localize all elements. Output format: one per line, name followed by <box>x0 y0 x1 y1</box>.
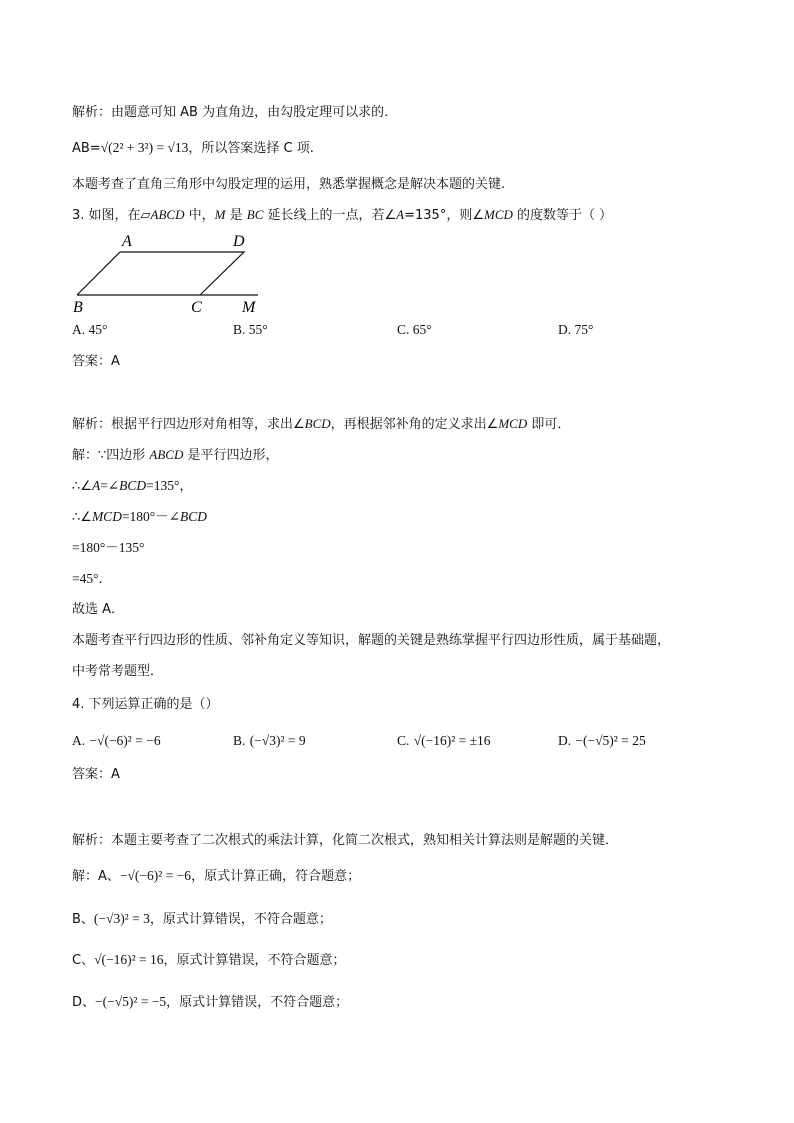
label-d: D <box>233 233 245 250</box>
label-c: C <box>191 299 202 316</box>
parallelogram-left-side <box>77 252 120 295</box>
q4-analysis: 解析：本题主要考查了二次根式的乘法计算，化简二次根式，熟知相关计算法则是解题的关键． <box>72 833 619 848</box>
q4-option-a <box>72 731 161 751</box>
q3-solution-2 <box>72 477 193 496</box>
parallelogram-symbol: ▱ <box>140 208 151 223</box>
q3-stem <box>72 206 612 225</box>
q4-option-d <box>558 731 646 751</box>
q4-sol-b-text: ，原式计算错误，不符合题意； <box>149 912 332 927</box>
q3-analysis-bcd: BCD <box>304 416 331 431</box>
q3-option-b: B. 55° <box>233 322 268 337</box>
q3-sol1-a: 解：∵四边形 <box>72 448 150 463</box>
q4-solution-c <box>72 951 346 970</box>
q3-mid3: 延长线上的一点，若∠ <box>263 208 397 223</box>
q3-sol2-a: ∴∠ <box>72 479 92 494</box>
q4-option-c <box>397 731 491 751</box>
q3-solution-3 <box>72 508 207 527</box>
q3-sol2-c: =∠ <box>100 478 120 493</box>
parallelogram-top-right <box>120 252 244 295</box>
q3-mid1: 中， <box>184 208 215 223</box>
q4-sol-b-label: B、 <box>72 912 94 927</box>
q3-analysis-mcd: MCD <box>498 416 528 431</box>
q3-solution-1 <box>72 446 279 465</box>
ab-suffix: ，所以答案选择 C 项. <box>188 141 314 156</box>
q3-answer: 答案：A <box>72 354 120 369</box>
q3-end: 的度数等于（ ） <box>512 208 613 223</box>
q3-analysis <box>72 415 570 434</box>
parallelogram-figure <box>72 228 272 320</box>
q3-sol3-a: ∴∠ <box>72 510 92 525</box>
q4-solution-a <box>72 867 360 886</box>
q4-sol-a-text: ，原式计算正确，符合题意； <box>191 869 361 884</box>
q3-mid4: =135°，则∠ <box>404 208 484 223</box>
q4-answer: 答案：A <box>72 767 120 782</box>
q3-mcd: MCD <box>484 207 513 222</box>
q4-solution-b <box>72 910 332 929</box>
q3-sol1-abcd: ABCD <box>149 447 184 462</box>
q3-solution-4: =180°－135° <box>72 540 145 555</box>
ab-formula-line <box>72 139 314 158</box>
q4-option-a-label: A. <box>72 733 86 748</box>
q3-sol3-c: =180°－∠ <box>121 509 181 524</box>
q4-option-b-expr: (−√3)² = 9 <box>249 733 306 748</box>
q3-abcd: ABCD <box>150 207 185 222</box>
q3-summary-1: 本题考查平行四边形的性质、邻补角定义等知识，解题的关键是熟练掌握平行四边形性质，属于基础题， <box>72 633 671 648</box>
label-m: M <box>242 299 256 316</box>
q4-option-c-expr: √(−16)² = ±16 <box>413 733 491 748</box>
q4-sol-a-label: 解：A、 <box>72 869 120 884</box>
q3-sol2-bcd: BCD <box>119 478 147 493</box>
q4-option-d-label: D. <box>558 733 572 748</box>
q3-option-a: A. 45° <box>72 322 108 337</box>
q4-sol-d-label: D、 <box>72 995 96 1010</box>
q3-analysis-c: ，再根据邻补角的定义求出∠ <box>330 417 499 432</box>
q3-sol1-c: 是平行四边形， <box>183 448 279 463</box>
analysis-q2-line: 解析：由题意可知 AB 为直角边，由勾股定理可以求的. <box>72 105 389 120</box>
q4-option-d-expr: −(−√5)² = 25 <box>575 733 646 748</box>
q4-sol-a-expr: −√(−6)² = −6 <box>119 868 192 883</box>
analysis-q2-summary: 本题考查了直角三角形中勾股定理的运用，熟悉掌握概念是解决本题的关键. <box>72 177 506 192</box>
q3-analysis-a: 解析：根据平行四边形对角相等，求出∠ <box>72 417 305 432</box>
q3-sol2-e: =135°， <box>146 478 193 493</box>
q4-sol-b-expr: (−√3)² = 3 <box>93 911 150 926</box>
q4-sol-d-text: ，原式计算错误，不符合题意； <box>166 995 349 1010</box>
q3-solution-6: 故选 A． <box>72 602 125 617</box>
q4-option-b <box>233 731 306 751</box>
q3-option-c: C. 65° <box>397 322 432 337</box>
q3-m: M <box>214 207 226 222</box>
q4-stem: 4. 下列运算正确的是（） <box>72 697 219 712</box>
q4-option-b-label: B. <box>233 733 246 748</box>
q3-solution-5: =45°． <box>72 571 113 586</box>
q3-mid2: 是 <box>225 208 247 223</box>
q3-bc: BC <box>246 207 264 222</box>
q4-sol-c-expr: √(−16)² = 16 <box>94 952 164 967</box>
q4-sol-d-expr: −(−√5)² = −5 <box>95 994 167 1009</box>
q4-solution-d <box>72 993 348 1012</box>
q4-option-a-expr: −√(−6)² = −6 <box>89 733 161 748</box>
q3-option-d: D. 75° <box>558 322 594 337</box>
ab-prefix: AB= <box>72 141 101 156</box>
q3-summary-2: 中考常考题型． <box>72 664 164 679</box>
q3-analysis-e: 即可． <box>527 417 571 432</box>
q3-stem-prefix: 3. 如图，在 <box>72 208 141 223</box>
q3-sol3-bcd: BCD <box>180 509 208 524</box>
q4-sol-c-text: ，原式计算错误，不符合题意； <box>163 953 346 968</box>
q3-angle-a: A <box>396 207 405 222</box>
q3-sol3-mcd: MCD <box>91 509 122 524</box>
q4-option-c-label: C. <box>397 733 410 748</box>
label-b: B <box>73 299 83 316</box>
ab-expression: √(2² + 3²) = √13 <box>100 140 189 155</box>
label-a: A <box>122 233 132 250</box>
q3-sol2-a-var: A <box>91 478 101 493</box>
q4-sol-c-label: C、 <box>72 953 95 968</box>
